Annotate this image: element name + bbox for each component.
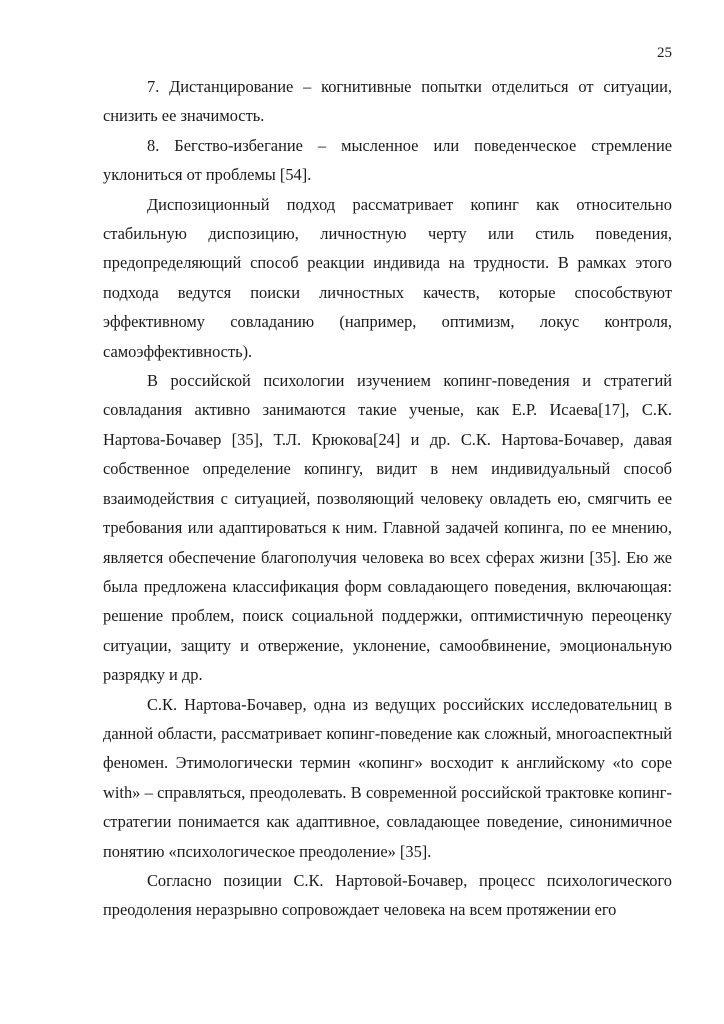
document-body xyxy=(103,72,672,925)
paragraph-dispositional-approach: Диспозиционный подход рассматривает копинг как относительно стабильную диспозицию, личностную черту или стиль поведения, предопределяющий способ реакции индивида на трудности. В рамках этого подхода ведутся поиски личностных качеств, которые способствуют эффективному совладанию (например, оптимизм, локус контроля, самоэффективность). xyxy=(103,194,672,361)
paragraph-russian-psychology: В российской психологии изучением копинг-поведения и стратегий совладания активно занимаются такие ученые, как Е.Р. Исаева[17], С.К. Нартова-Бочавер [35], Т.Л. Крюкова[24] и др. С.К. Нартова-Бочавер, давая собственное определение копингу, видит в нем индивидуальный способ взаимодействия с ситуацией, позволяющий человеку овладеть ею, смягчить ее требования или адаптироваться к ним. Главной задачей копинга, по ее мнению, является обеспечение благополучия человека во всех сферах жизни [35]. Ею же была предложена классификация форм совладающего поведения, включающая: решение проблем, поиск социальной поддержки, оптимистичную переоценку ситуации, защиту и отвержение, уклонение, самообвинение, эмоциональную разрядку и др. xyxy=(103,371,672,685)
paragraph-distancing: 7. Дистанцирование – когнитивные попытки отделиться от ситуации, снизить ее значимость. xyxy=(103,77,672,126)
paragraph-coping-process: Согласно позиции С.К. Нартовой-Бочавер, процесс психологического преодоления неразрывно сопровождает человека на всем протяжении его xyxy=(103,870,672,920)
paragraph-escape-avoidance: 8. Бегство-избегание – мысленное или поведенческое стремление уклониться от проблемы [54]. xyxy=(103,135,672,185)
page-number: 25 xyxy=(657,45,672,61)
paragraph-nartova-bochaver: С.К. Нартова-Бочавер, одна из ведущих российских исследовательниц в данной области, рассматривает копинг-поведение как сложный, многоаспектный феномен. Этимологически термин «копинг» восходит к английскому «to cope with» – справляться, преодолевать. В современной российской трактовке копинг-стратегии понимается как адаптивное, совладающее поведение, синонимичное понятию «психологическое преодоление» [35]. xyxy=(103,694,672,861)
